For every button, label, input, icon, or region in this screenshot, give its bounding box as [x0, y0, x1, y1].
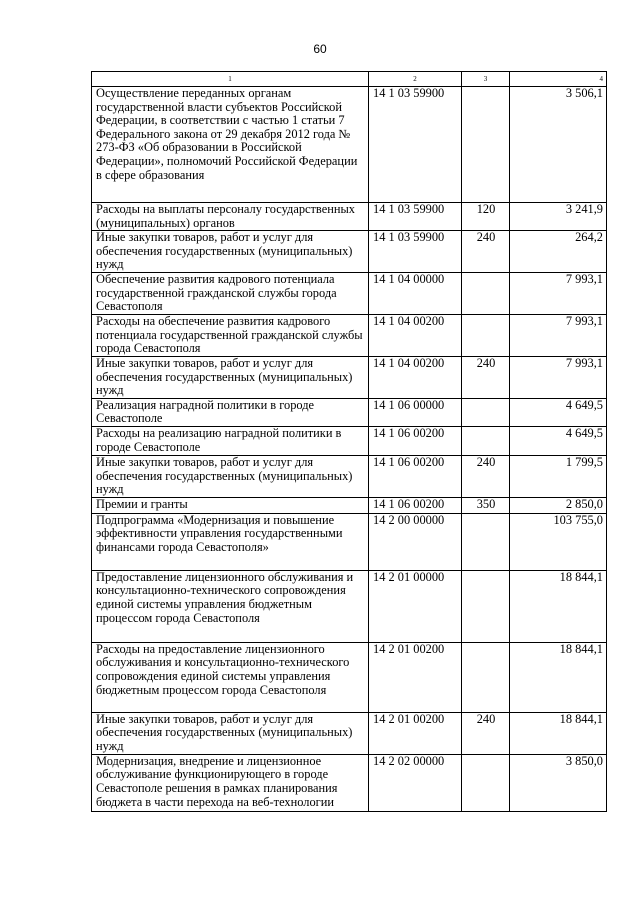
column-number-3: 3: [462, 72, 510, 87]
amount-cell: 3 241,9: [510, 203, 607, 231]
expense-type-code-cell: [462, 426, 510, 455]
target-article-code-cell: 14 1 03 59900: [369, 87, 462, 203]
target-article-code-cell: 14 1 06 00200: [369, 426, 462, 455]
expense-type-code-cell: [462, 87, 510, 203]
amount-cell: 103 755,0: [510, 513, 607, 570]
expense-name-cell: Иные закупки товаров, работ и услуг для обеспечения государственных (муниципальных) нужд: [92, 356, 369, 398]
expense-name-cell: Премии и гранты: [92, 497, 369, 513]
amount-cell: 264,2: [510, 231, 607, 273]
budget-table: [91, 71, 607, 812]
table-row: [92, 272, 607, 314]
expense-type-code-cell: [462, 398, 510, 426]
expense-name-cell: Иные закупки товаров, работ и услуг для обеспечения государственных (муниципальных) нужд: [92, 455, 369, 497]
table-body: [92, 87, 607, 812]
amount-cell: 2 850,0: [510, 497, 607, 513]
expense-type-code-cell: [462, 314, 510, 356]
amount-cell: 7 993,1: [510, 314, 607, 356]
expense-name-cell: Иные закупки товаров, работ и услуг для обеспечения государственных (муниципальных) нужд: [92, 712, 369, 754]
table-row: [92, 398, 607, 426]
expense-type-code-cell: [462, 570, 510, 642]
expense-name-cell: Реализация наградной политики в городе Севастополе: [92, 398, 369, 426]
expense-name-cell: Расходы на предоставление лицензионного обслуживания и консультационно-технического сопровождения единой системы управления бюджетным процессом города Севастополя: [92, 642, 369, 712]
target-article-code-cell: 14 1 06 00000: [369, 398, 462, 426]
table-row: [92, 231, 607, 273]
amount-cell: 18 844,1: [510, 712, 607, 754]
expense-type-code-cell: [462, 272, 510, 314]
expense-name-cell: Осуществление переданных органам государственной власти субъектов Российской Федерации, в соответствии с частью 1 статьи 7 Федерального закона от 29 декабря 2012 года № 273-ФЗ «Об образовании в Российской Федерации», полномочий Российской Федерации в сфере образования: [92, 87, 369, 203]
expense-type-code-cell: [462, 513, 510, 570]
target-article-code-cell: 14 1 03 59900: [369, 203, 462, 231]
expense-name-cell: Расходы на выплаты персоналу государственных (муниципальных) органов: [92, 203, 369, 231]
column-number-4: 4: [510, 72, 607, 87]
expense-type-code-cell: 240: [462, 231, 510, 273]
table-row: [92, 570, 607, 642]
table-row: [92, 87, 607, 203]
target-article-code-cell: 14 1 04 00200: [369, 314, 462, 356]
table-header-row: [92, 72, 607, 87]
target-article-code-cell: 14 2 01 00000: [369, 570, 462, 642]
expense-type-code-cell: 120: [462, 203, 510, 231]
table-row: [92, 356, 607, 398]
amount-cell: 4 649,5: [510, 426, 607, 455]
table-row: [92, 497, 607, 513]
expense-name-cell: Обеспечение развития кадрового потенциала государственной гражданской службы города Севастополя: [92, 272, 369, 314]
expense-type-code-cell: 350: [462, 497, 510, 513]
target-article-code-cell: 14 2 00 00000: [369, 513, 462, 570]
table-row: [92, 426, 607, 455]
expense-name-cell: Иные закупки товаров, работ и услуг для обеспечения государственных (муниципальных) нужд: [92, 231, 369, 273]
expense-type-code-cell: 240: [462, 356, 510, 398]
table-row: [92, 712, 607, 754]
target-article-code-cell: 14 1 04 00200: [369, 356, 462, 398]
expense-type-code-cell: 240: [462, 455, 510, 497]
expense-name-cell: Подпрограмма «Модернизация и повышение эффективности управления государственными финансами города Севастополя»: [92, 513, 369, 570]
expense-type-code-cell: 240: [462, 712, 510, 754]
amount-cell: 4 649,5: [510, 398, 607, 426]
expense-type-code-cell: [462, 754, 510, 811]
table-row: [92, 513, 607, 570]
table-row: [92, 203, 607, 231]
column-number-1: 1: [92, 72, 369, 87]
column-number-2: 2: [369, 72, 462, 87]
page-number: 60: [313, 42, 327, 56]
expense-name-cell: Предоставление лицензионного обслуживания и консультационно-технического сопровождения единой системы управления бюджетным процессом города Севастополя: [92, 570, 369, 642]
target-article-code-cell: 14 1 06 00200: [369, 497, 462, 513]
table-row: [92, 642, 607, 712]
target-article-code-cell: 14 2 02 00000: [369, 754, 462, 811]
expense-type-code-cell: [462, 642, 510, 712]
amount-cell: 7 993,1: [510, 356, 607, 398]
table-row: [92, 314, 607, 356]
amount-cell: 3 850,0: [510, 754, 607, 811]
target-article-code-cell: 14 1 04 00000: [369, 272, 462, 314]
expense-name-cell: Расходы на реализацию наградной политики в городе Севастополе: [92, 426, 369, 455]
amount-cell: 18 844,1: [510, 570, 607, 642]
table-row: [92, 455, 607, 497]
target-article-code-cell: 14 1 06 00200: [369, 455, 462, 497]
amount-cell: 3 506,1: [510, 87, 607, 203]
target-article-code-cell: 14 2 01 00200: [369, 642, 462, 712]
target-article-code-cell: 14 2 01 00200: [369, 712, 462, 754]
amount-cell: 18 844,1: [510, 642, 607, 712]
target-article-code-cell: 14 1 03 59900: [369, 231, 462, 273]
table-row: [92, 754, 607, 811]
expense-name-cell: Модернизация, внедрение и лицензионное обслуживание функционирующего в городе Севастополе решения в рамках планирования бюджета в части перехода на веб-технологии: [92, 754, 369, 811]
amount-cell: 7 993,1: [510, 272, 607, 314]
expense-name-cell: Расходы на обеспечение развития кадрового потенциала государственной гражданской службы города Севастополя: [92, 314, 369, 356]
amount-cell: 1 799,5: [510, 455, 607, 497]
